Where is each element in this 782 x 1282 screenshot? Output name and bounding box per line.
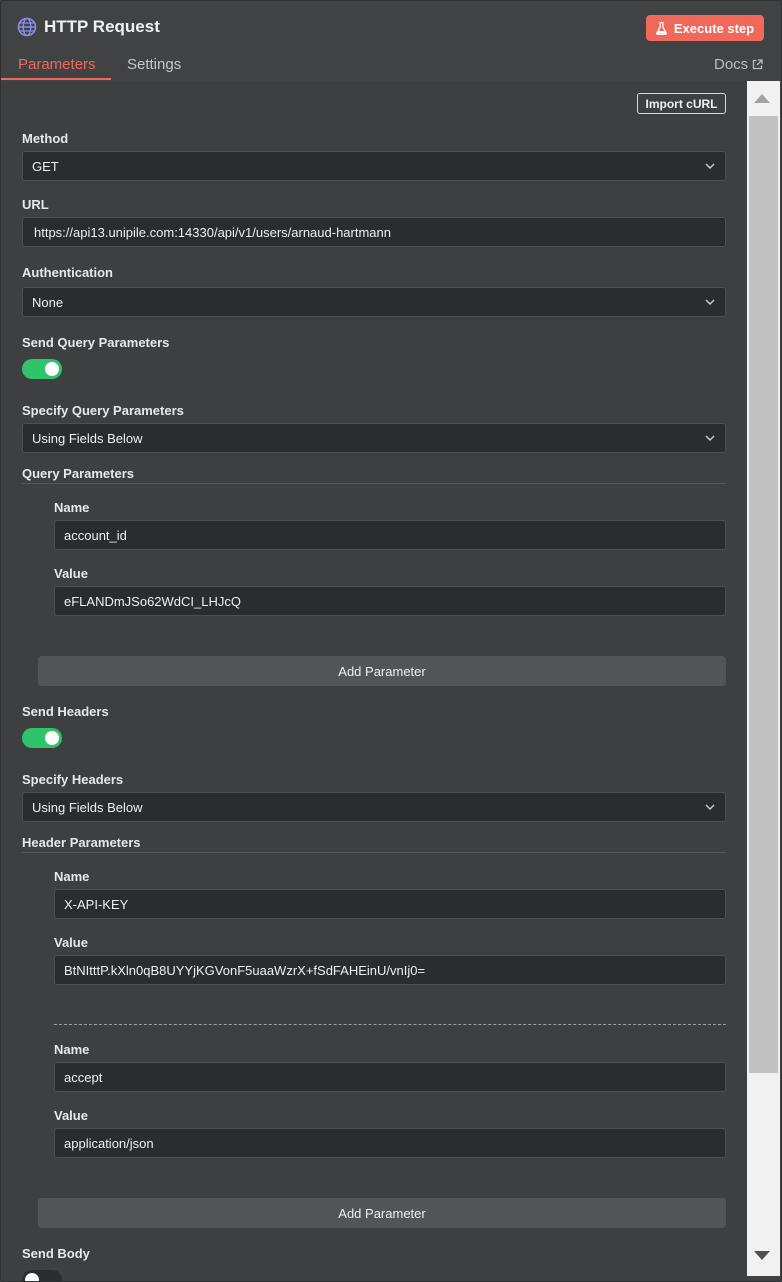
add-header-parameter-button[interactable]: Add Parameter <box>38 1198 726 1228</box>
specify-headers-select[interactable] <box>22 792 726 822</box>
header-param-value-input[interactable] <box>64 1136 725 1151</box>
query-param-name-label: Name <box>54 500 90 515</box>
item-divider <box>54 1024 726 1025</box>
authentication-select[interactable] <box>22 287 726 317</box>
send-query-toggle[interactable] <box>22 359 62 379</box>
url-input[interactable] <box>34 225 725 240</box>
send-headers-label: Send Headers <box>22 704 109 719</box>
flask-icon <box>656 22 667 35</box>
url-label: URL <box>22 197 49 212</box>
header-param-value-input[interactable] <box>64 963 725 978</box>
url-field[interactable] <box>22 217 726 247</box>
header-param-value-label: Value <box>54 1108 88 1123</box>
method-value: GET <box>32 158 59 174</box>
tab-parameters[interactable]: Parameters <box>18 56 96 73</box>
chevron-down-icon <box>705 434 715 442</box>
header-param-name-field[interactable] <box>54 889 726 919</box>
method-select[interactable] <box>22 151 726 181</box>
query-param-value-label: Value <box>54 566 88 581</box>
scroll-down-arrow-icon[interactable] <box>754 1251 770 1260</box>
active-tab-indicator <box>1 78 111 80</box>
query-param-value-input[interactable] <box>64 594 725 609</box>
header-param-name-label: Name <box>54 869 90 884</box>
toggle-knob <box>45 731 59 745</box>
query-param-value-field[interactable] <box>54 586 726 616</box>
header-param-name-input[interactable] <box>64 1070 725 1085</box>
docs-link[interactable] <box>714 56 763 73</box>
execute-step-button[interactable] <box>646 15 764 41</box>
header-param-value-field[interactable] <box>54 1128 726 1158</box>
chevron-down-icon <box>705 298 715 306</box>
specify-query-label: Specify Query Parameters <box>22 403 184 418</box>
query-param-name-field[interactable] <box>54 520 726 550</box>
toggle-knob <box>25 1273 39 1282</box>
method-label: Method <box>22 131 69 146</box>
send-headers-toggle[interactable] <box>22 728 62 748</box>
docs-label: Docs <box>714 56 749 73</box>
header-param-name-input[interactable] <box>64 897 725 912</box>
query-parameters-label: Query Parameters <box>22 466 135 481</box>
section-divider <box>22 852 726 853</box>
header-param-value-field[interactable] <box>54 955 726 985</box>
send-body-toggle[interactable] <box>22 1270 62 1282</box>
scroll-up-arrow-icon[interactable] <box>754 94 770 103</box>
specify-query-value: Using Fields Below <box>32 430 143 446</box>
authentication-value: None <box>32 294 64 310</box>
node-title[interactable]: HTTP Request <box>44 17 160 36</box>
execute-step-label: Execute step <box>673 20 755 36</box>
specify-query-select[interactable] <box>22 423 726 453</box>
authentication-label: Authentication <box>22 265 113 280</box>
add-query-parameter-button[interactable]: Add Parameter <box>38 656 726 686</box>
import-curl-button[interactable]: Import cURL <box>637 93 726 114</box>
toggle-knob <box>45 362 59 376</box>
panel-header <box>1 1 782 81</box>
scrollbar-thumb[interactable] <box>749 116 778 1073</box>
query-param-name-input[interactable] <box>64 528 725 543</box>
send-body-label: Send Body <box>22 1246 90 1261</box>
specify-headers-value: Using Fields Below <box>32 799 143 815</box>
header-param-name-field[interactable] <box>54 1062 726 1092</box>
header-param-value-label: Value <box>54 935 88 950</box>
specify-headers-label: Specify Headers <box>22 772 124 787</box>
header-parameters-label: Header Parameters <box>22 835 141 850</box>
globe-icon <box>17 17 37 37</box>
send-query-label: Send Query Parameters <box>22 335 170 350</box>
chevron-down-icon <box>705 162 715 170</box>
chevron-down-icon <box>705 803 715 811</box>
tab-settings[interactable]: Settings <box>127 56 182 73</box>
section-divider <box>22 483 726 484</box>
external-link-icon <box>752 59 763 70</box>
header-param-name-label: Name <box>54 1042 90 1057</box>
